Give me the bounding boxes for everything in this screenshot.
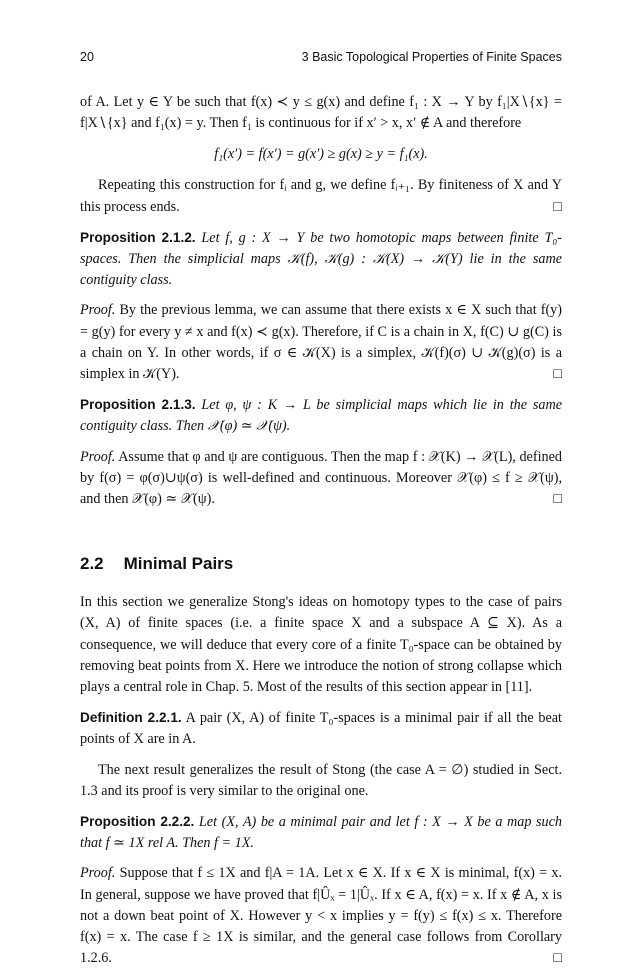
proof-text: By the previous lemma, we can assume that there exists x ∈ X such that f(y) = g(y) for every y ≠ x and f(x) ≺ g(x). Therefore, if C is a chain in X, f(C) ∪ g(C) is a chain on Y. In other words, if σ ∈ 𝒦(X) is a simplex, 𝒦(f)(σ) ∪ 𝒦(g)(σ) is a simplex in 𝒦(Y). — [80, 302, 563, 383]
paragraph-continuation: of A. Let y ∈ Y be such that f(x) ≺ y ≤ g(x) and define f₁ : X → Y by f₁|X∖{x} = f|X∖{x} and f₁(x) = y. Then f₁ is continuous for if x′ > x, x′ ∉ A and therefore — [80, 94, 562, 132]
definition-label: Definition 2.2.1. — [80, 710, 182, 726]
proposition-2-1-2 — [80, 227, 562, 292]
paragraph-generalization: The next result generalizes the result of Stong (the case A = ∅) studied in Sect. 1.3 and its proof is very similar to the original one. — [80, 761, 562, 799]
paragraph-construction — [80, 175, 562, 217]
proposition-2-2-2 — [80, 811, 562, 854]
proposition-label: Proposition 2.2.2. — [80, 814, 195, 830]
proof-label: Proof. — [80, 865, 116, 882]
proposition-2-1-3 — [80, 394, 562, 437]
qed-symbol: □ — [553, 366, 562, 383]
proposition-statement: Let (X, A) be a minimal pair and let f : X → X be a map such that f ≃ 1X rel A. Then f = 1X. — [80, 814, 562, 852]
proposition-label: Proposition 2.1.3. — [80, 397, 196, 413]
page-number: 20 — [80, 50, 94, 64]
proof-label: Proof. — [80, 302, 116, 319]
proof-2-2-2 — [80, 863, 562, 969]
proof-2-1-2 — [80, 300, 562, 385]
qed-symbol: □ — [553, 491, 562, 508]
qed-symbol: □ — [553, 198, 562, 215]
proposition-label: Proposition 2.1.2. — [80, 229, 196, 245]
qed-symbol: □ — [553, 950, 562, 967]
proof-2-1-3 — [80, 447, 562, 511]
section-title: Minimal Pairs — [123, 554, 234, 574]
chapter-title: 3 Basic Topological Properties of Finite Spaces — [301, 50, 562, 64]
paragraph-intro: In this section we generalize Stong's ideas on homotopy types to the case of pairs (X, A) of finite spaces (i.e. a finite space X and a subspace A ⊆ X). As a consequence, we will deduce that every core of a finite T₀-space can be obtained by removing beat points from X. Here we introduce the notion of strong collapse which plays a central role in Chap. 5. Most of the results of this section appear in [11]. — [80, 594, 562, 696]
proof-text: Assume that φ and ψ are contiguous. Then the map f : 𝒳(K) → 𝒳(L), defined by f(σ) = φ(σ)∪ψ(σ) is well-defined and continuous. Moreover 𝒳(φ) ≤ f ≥ 𝒳(ψ), and then 𝒳(φ) ≃ 𝒳(ψ). — [80, 448, 562, 508]
page-body — [80, 50, 562, 979]
proposition-statement: Let f, g : X → Y be two homotopic maps between finite T₀-spaces. Then the simplicial maps 𝒦(f), 𝒦(g) : 𝒦(X) → 𝒦(Y) lie in the same contiguity class. — [80, 229, 563, 289]
proof-label: Proof. — [80, 448, 116, 465]
definition-2-2-1 — [80, 707, 562, 750]
paragraph-construction-text: Repeating this construction for fᵢ and g, we define fᵢ₊₁. By finiteness of X and Y this process ends. — [80, 177, 562, 215]
definition-text: A pair (X, A) of finite T₀-spaces is a minimal pair if all the beat points of X are in A. — [80, 710, 562, 748]
display-equation: f₁(x′) = f(x′) = g(x′) ≥ g(x) ≥ y = f₁(x). — [214, 146, 428, 163]
proof-text: Suppose that f ≤ 1X and f|A = 1A. Let x ∈ X. If x ∈ X is minimal, f(x) = x. In general, suppose we have proved that f|Ûₓ = 1|Ûₓ. If x ∈ A, f(x) = x. If x ∉ A, x is not a down beat point of X. However y < x implies y = f(y) ≤ f(x) ≤ x. Therefore f(x) = x. The case f ≥ 1X is similar, and the general case follows from Corollary 1.2.6. — [80, 865, 563, 967]
proposition-statement: Let φ, ψ : K → L be simplicial maps which lie in the same contiguity class. Then 𝒳(φ) ≃ 𝒳(ψ). — [80, 397, 562, 435]
section-number: 2.2 — [80, 554, 104, 574]
running-head — [80, 50, 562, 64]
section-heading — [80, 554, 562, 574]
